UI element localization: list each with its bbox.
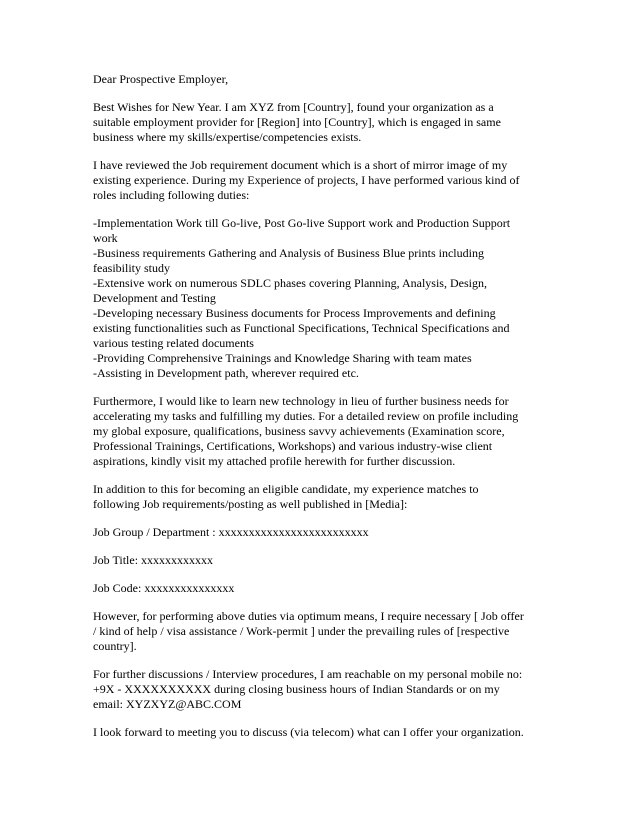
letter-paragraph [93, 609, 553, 654]
letter-paragraph [93, 553, 553, 568]
text-line: Professional Trainings, Certifications, Workshops) and various industry-wise client [93, 439, 493, 453]
letter-paragraph [93, 394, 553, 469]
text-line: business where my skills/expertise/competencies exists. [93, 130, 362, 144]
text-line: Development and Testing [93, 291, 216, 305]
text-line: Job Title: xxxxxxxxxxxx [93, 553, 214, 567]
letter-paragraphs [93, 100, 553, 740]
text-line: For further discussions / Interview procedures, I am reachable on my personal mobile no: [93, 667, 523, 681]
text-line: In addition to this for becoming an eligible candidate, my experience matches to [93, 482, 479, 496]
letter-paragraph [93, 216, 553, 381]
text-line: existing experience. During my Experience of projects, I have performed various kind of [93, 173, 520, 187]
text-line: / kind of help / visa assistance / Work-permit ] under the prevailing rules of [respective [93, 624, 510, 638]
text-line: Best Wishes for New Year. I am XYZ from [Country], found your organization as a [93, 100, 494, 114]
text-line: roles including following duties: [93, 188, 250, 202]
text-line: email: XYZXYZ@ABC.COM [93, 697, 242, 711]
text-line: country]. [93, 639, 137, 653]
text-line: Job Group / Department : xxxxxxxxxxxxxxxxxxxxxxxxx [93, 525, 369, 539]
letter-paragraph [93, 482, 553, 512]
letter-paragraph [93, 725, 553, 740]
salutation [93, 72, 553, 87]
text-line: +9X - XXXXXXXXXX during closing business hours of Indian Standards or on my [93, 682, 500, 696]
text-line: I have reviewed the Job requirement document which is a short of mirror image of my [93, 158, 508, 172]
letter-paragraph [93, 581, 553, 596]
text-line: -Extensive work on numerous SDLC phases covering Planning, Analysis, Design, [93, 276, 487, 290]
text-line: Job Code: xxxxxxxxxxxxxxx [93, 581, 235, 595]
text-line: -Developing necessary Business documents for Process Improvements and defining [93, 306, 496, 320]
text-line: existing functionalities such as Functional Specifications, Technical Specifications and [93, 321, 510, 335]
text-line: -Business requirements Gathering and Analysis of Business Blue prints including [93, 246, 484, 260]
text-line: However, for performing above duties via optimum means, I require necessary [ Job offer [93, 609, 524, 623]
letter-body [93, 72, 553, 753]
text-line: Dear Prospective Employer, [93, 72, 229, 86]
text-line: I look forward to meeting you to discuss (via telecom) what can I offer your organization. [93, 725, 524, 739]
letter-paragraph [93, 667, 553, 712]
text-line: feasibility study [93, 261, 170, 275]
text-line: following Job requirements/posting as well published in [Media]: [93, 497, 408, 511]
text-line: various testing related documents [93, 336, 254, 350]
letter-paragraph [93, 158, 553, 203]
text-line: accelerating my tasks and fulfilling my duties. For a detailed review on profile including [93, 409, 519, 423]
text-line: Furthermore, I would like to learn new technology in lieu of further business needs for [93, 394, 509, 408]
letter-paragraph [93, 100, 553, 145]
text-line: -Assisting in Development path, wherever required etc. [93, 366, 359, 380]
text-line: -Providing Comprehensive Trainings and Knowledge Sharing with team mates [93, 351, 472, 365]
text-line: suitable employment provider for [Region] into [Country], which is engaged in same [93, 115, 501, 129]
letter-paragraph [93, 525, 553, 540]
text-line: work [93, 231, 118, 245]
text-line: aspirations, kindly visit my attached profile herewith for further discussion. [93, 454, 456, 468]
text-line: -Implementation Work till Go-live, Post Go-live Support work and Production Support [93, 216, 511, 230]
text-line: my global exposure, qualifications, business savvy achievements (Examination score, [93, 424, 505, 438]
